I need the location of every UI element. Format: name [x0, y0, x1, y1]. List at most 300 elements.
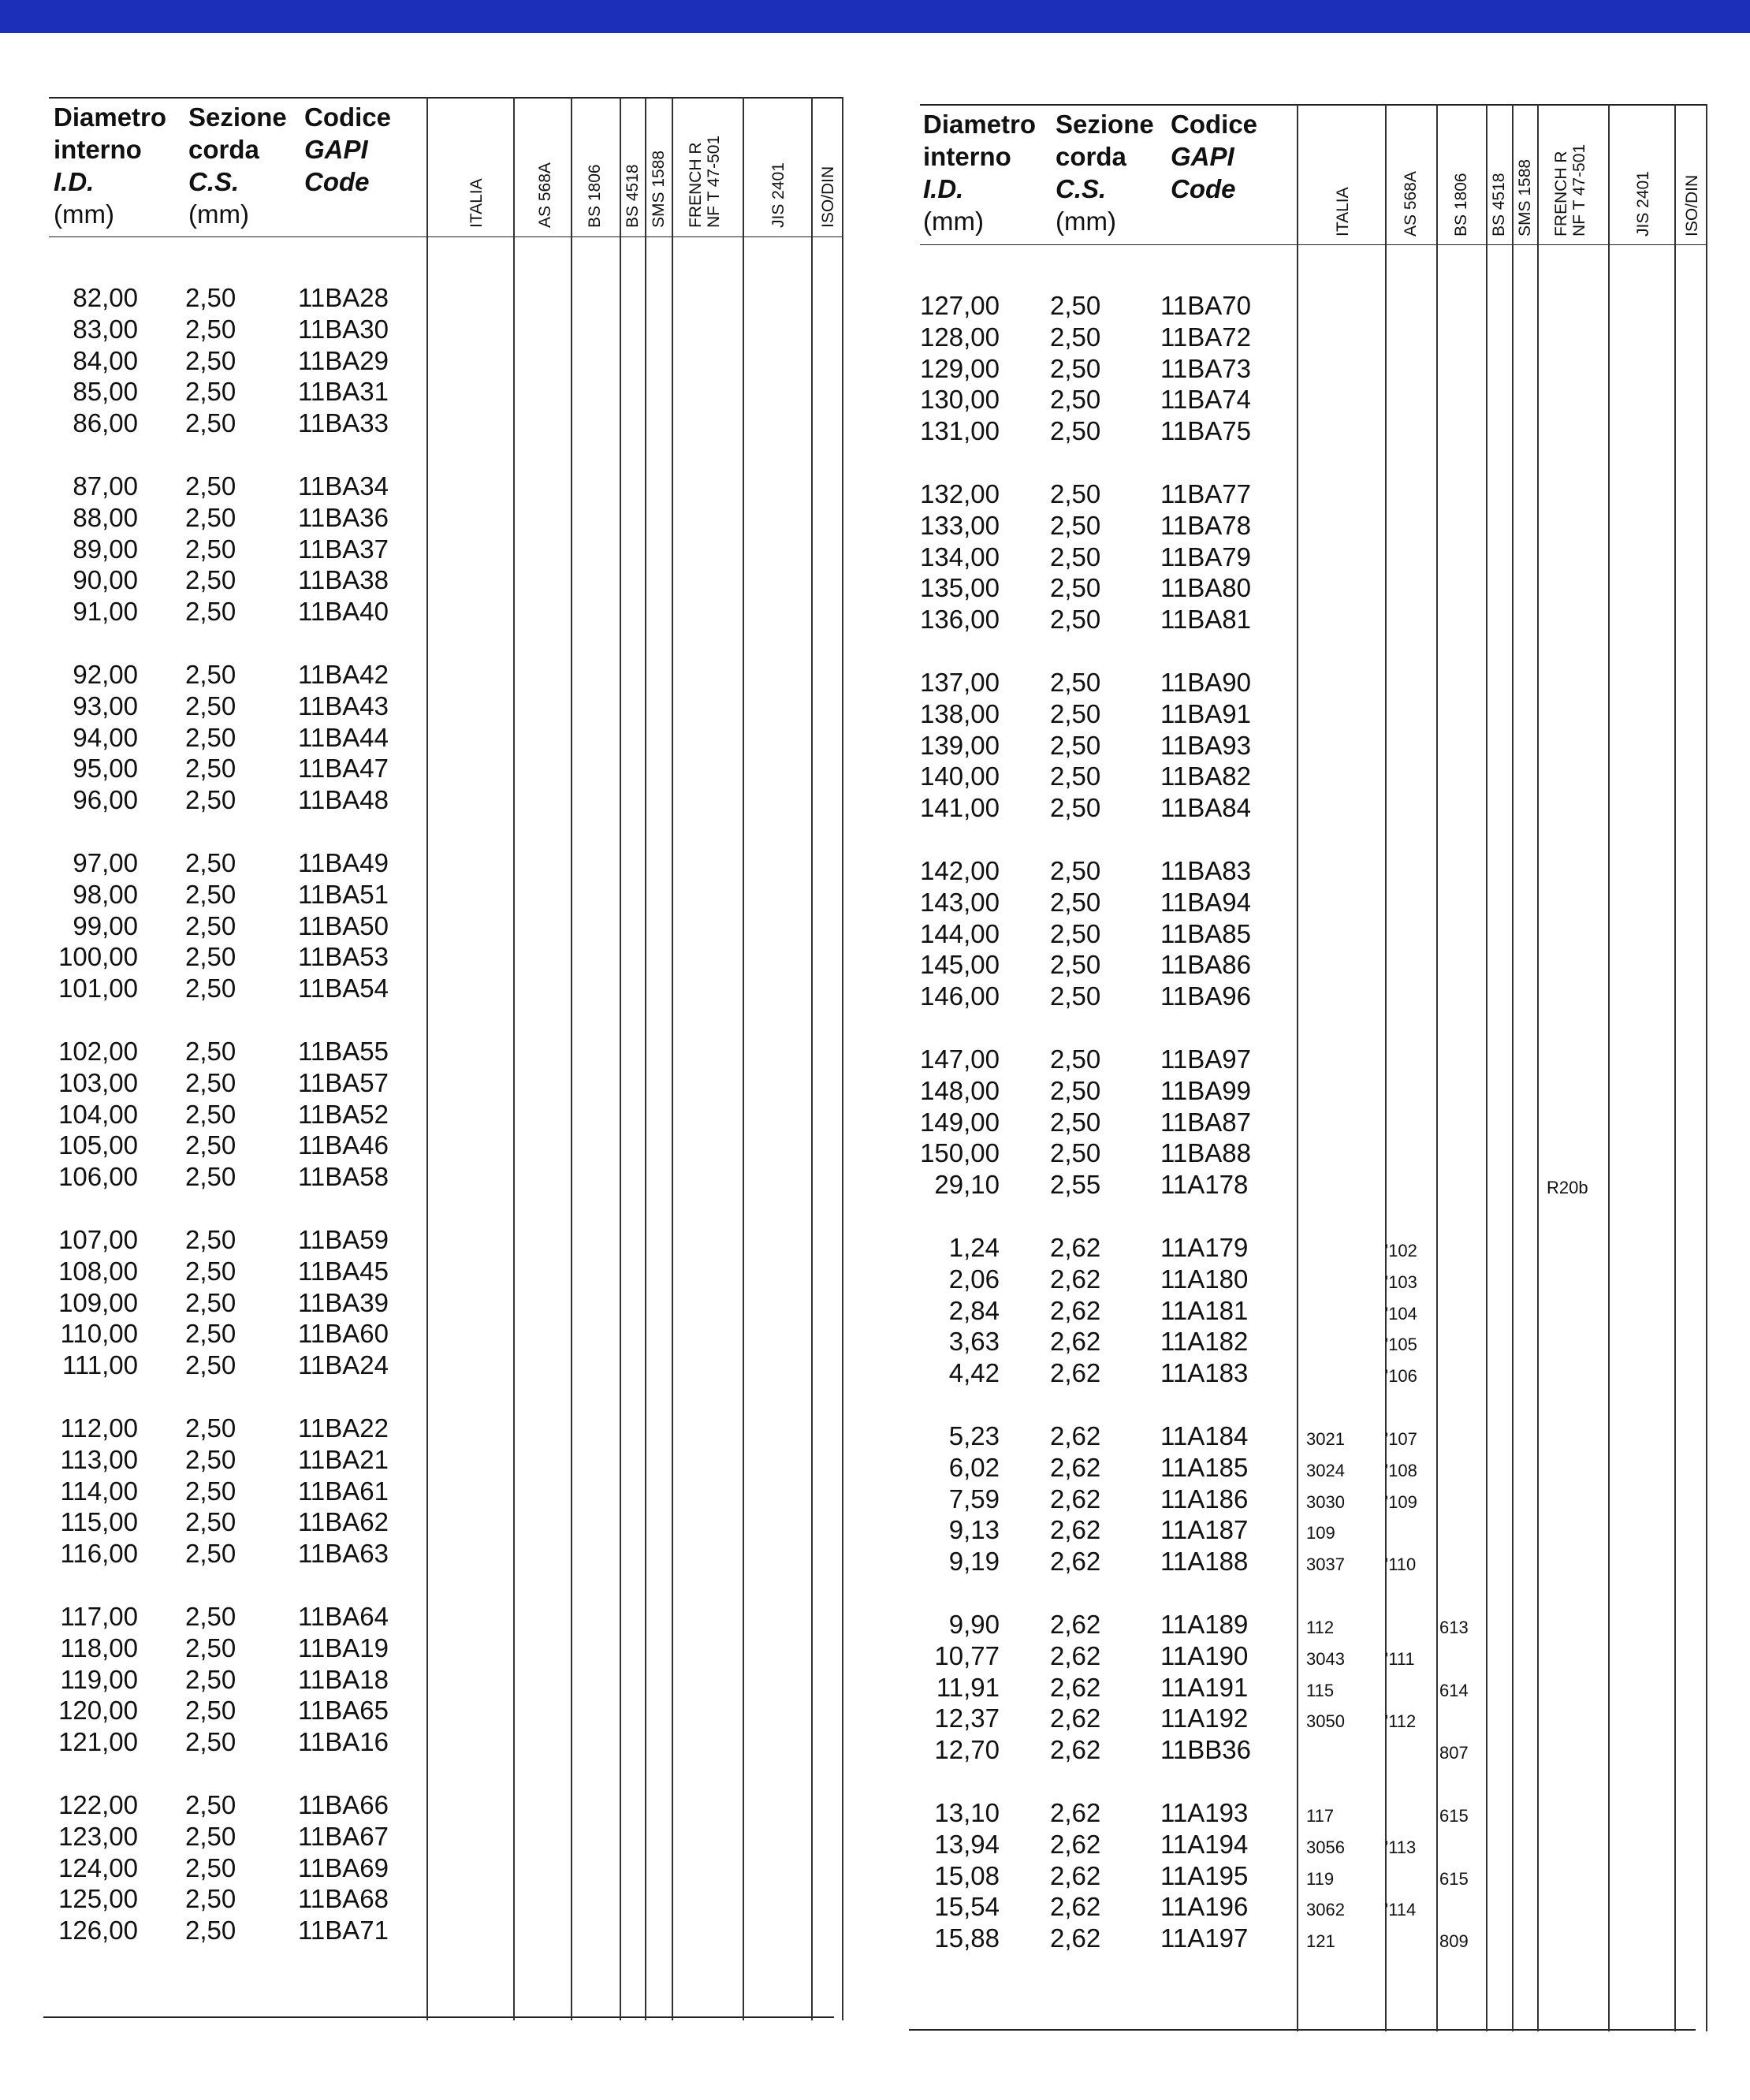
gapi-code-cell: 11BA82 — [1160, 761, 1251, 791]
cross-section-cell: 2,50 — [185, 597, 236, 627]
gapi-code-cell: 11A182 — [1160, 1327, 1249, 1357]
as568a-cell: '106 — [1385, 1366, 1417, 1387]
table-row — [0, 415, 1750, 447]
cross-section-cell: 2,62 — [1050, 1860, 1101, 1890]
inner-diameter-cell: 90,00 — [73, 565, 138, 595]
inner-diameter-cell: 133,00 — [920, 510, 1000, 540]
header-diametro: Diametro interno I.D. (mm) — [54, 102, 167, 229]
inner-diameter-cell: 142,00 — [920, 856, 1000, 885]
cross-section-cell: 2,50 — [1050, 573, 1101, 603]
gapi-code-cell: 11BA53 — [298, 942, 389, 972]
gapi-code-cell: 11BA50 — [298, 910, 389, 940]
cross-section-cell: 2,50 — [185, 1727, 236, 1757]
cross-section-cell: 2,50 — [185, 502, 236, 532]
gapi-code-cell: 11BA61 — [298, 1476, 389, 1506]
table-row — [0, 1264, 1750, 1295]
gapi-code-cell: 11BA31 — [298, 377, 389, 407]
inner-diameter-cell: 104,00 — [58, 1099, 138, 1129]
inner-diameter-cell: 126,00 — [58, 1916, 138, 1945]
table-row — [0, 510, 1750, 542]
inner-diameter-cell: 141,00 — [920, 793, 1000, 823]
gapi-code-cell: 11A197 — [1160, 1923, 1249, 1953]
inner-diameter-cell: 10,77 — [934, 1640, 1000, 1670]
inner-diameter-cell: 94,00 — [73, 722, 138, 752]
gapi-code-cell: 11BA38 — [298, 565, 389, 595]
french-r-cell: R20b — [1547, 1178, 1588, 1198]
cross-section-cell: 2,50 — [185, 1413, 236, 1443]
italia-cell: 121 — [1306, 1931, 1335, 1952]
inner-diameter-cell: 83,00 — [73, 314, 138, 344]
inner-diameter-cell: 15,08 — [934, 1860, 1000, 1890]
header-bs1806: BS 1806 — [586, 164, 604, 228]
as568a-cell: '103 — [1385, 1272, 1417, 1292]
cross-section-cell: 2,50 — [185, 1162, 236, 1192]
gapi-code-cell: 11BA96 — [1160, 981, 1251, 1011]
cross-section-cell: 2,50 — [185, 974, 236, 1003]
gapi-code-cell: 11BA30 — [298, 314, 389, 344]
inner-diameter-cell: 3,63 — [948, 1327, 1000, 1357]
cross-section-cell: 2,62 — [1050, 1452, 1101, 1482]
gapi-code-cell: 11BA84 — [1160, 793, 1251, 823]
gapi-code-cell: 11BA49 — [298, 848, 389, 877]
gapi-code-cell: 11BA85 — [1160, 918, 1251, 948]
gapi-code-cell: 11A184 — [1160, 1421, 1249, 1450]
gapi-code-cell: 11A181 — [1160, 1295, 1249, 1325]
table-row — [0, 1169, 1750, 1201]
cross-section-cell: 2,50 — [185, 942, 236, 972]
italia-cell: 3024 — [1306, 1460, 1345, 1480]
table-row — [0, 384, 1750, 415]
inner-diameter-cell: 15,88 — [934, 1923, 1000, 1953]
header-french-r: FRENCH R — [1552, 151, 1570, 236]
table-row — [0, 1860, 1750, 1892]
header-codice: Codice GAPI Code — [304, 102, 392, 196]
gapi-code-cell: 11BA48 — [298, 785, 389, 815]
inner-diameter-cell: 1,24 — [948, 1233, 1000, 1262]
inner-diameter-cell: 147,00 — [920, 1044, 1000, 1074]
header-bs4518: BS 4518 — [1490, 173, 1508, 236]
table-row — [0, 1420, 1750, 1452]
cross-section-cell: 2,50 — [1050, 479, 1101, 508]
inner-diameter-cell: 148,00 — [920, 1075, 1000, 1105]
inner-diameter-cell: 82,00 — [73, 283, 138, 312]
cross-section-cell: 2,50 — [185, 1916, 236, 1945]
table-row — [0, 1357, 1750, 1389]
cross-section-cell: 2,50 — [185, 1539, 236, 1569]
inner-diameter-cell: 13,10 — [934, 1798, 1000, 1827]
table-row — [0, 542, 1750, 573]
cross-section-cell: 2,62 — [1050, 1327, 1101, 1357]
cross-section-cell: 2,50 — [185, 1130, 236, 1160]
table-top-rule — [920, 104, 1706, 106]
inner-diameter-cell: 9,90 — [948, 1610, 1000, 1639]
gapi-code-cell: 11BA65 — [298, 1696, 389, 1726]
header-sms1588: SMS 1588 — [650, 150, 668, 228]
cross-section-cell: 2,50 — [185, 1476, 236, 1506]
as568a-cell: '107 — [1385, 1429, 1417, 1449]
cross-section-cell: 2,62 — [1050, 1640, 1101, 1670]
inner-diameter-cell: 106,00 — [58, 1162, 138, 1192]
gapi-code-cell: 11BA19 — [298, 1633, 389, 1662]
cross-section-cell: 2,62 — [1050, 1703, 1101, 1733]
cross-section-cell: 2,50 — [1050, 510, 1101, 540]
cross-section-cell: 2,50 — [185, 722, 236, 752]
inner-diameter-cell: 89,00 — [73, 534, 138, 564]
gapi-code-cell: 11BA83 — [1160, 856, 1251, 885]
inner-diameter-cell: 100,00 — [58, 942, 138, 972]
gapi-code-cell: 11BA67 — [298, 1821, 389, 1851]
gapi-code-cell: 11BA21 — [298, 1444, 389, 1474]
inner-diameter-cell: 121,00 — [58, 1727, 138, 1757]
inner-diameter-cell: 140,00 — [920, 761, 1000, 791]
cross-section-cell: 2,50 — [1050, 1138, 1101, 1168]
cross-section-cell: 2,50 — [185, 471, 236, 501]
inner-diameter-cell: 134,00 — [920, 542, 1000, 572]
cross-section-cell: 2,50 — [1050, 416, 1101, 446]
inner-diameter-cell: 98,00 — [73, 879, 138, 909]
gapi-code-cell: 11BA64 — [298, 1602, 389, 1631]
gapi-code-cell: 11BA33 — [298, 408, 389, 438]
cross-section-cell: 2,50 — [185, 314, 236, 344]
header-bottom-rule — [920, 244, 1706, 245]
header-nf-t47501: NF T 47-501 — [705, 135, 723, 228]
inner-diameter-cell: 91,00 — [73, 597, 138, 627]
italia-cell: 3037 — [1306, 1555, 1345, 1575]
italia-cell: 3030 — [1306, 1491, 1345, 1512]
gapi-code-cell: 11BA80 — [1160, 573, 1251, 603]
cross-section-cell: 2,50 — [1050, 291, 1101, 320]
gapi-code-cell: 11BA94 — [1160, 887, 1251, 917]
cross-section-cell: 2,62 — [1050, 1484, 1101, 1514]
header-as568a: AS 568A — [536, 162, 554, 228]
cross-section-cell: 2,62 — [1050, 1358, 1101, 1388]
as568a-cell: '112 — [1385, 1711, 1417, 1732]
cross-section-cell: 2,50 — [185, 1633, 236, 1662]
table-row — [0, 1075, 1750, 1107]
cross-section-cell: 2,62 — [1050, 1798, 1101, 1827]
gapi-code-cell: 11BA79 — [1160, 542, 1251, 572]
as568a-cell: '102 — [1385, 1241, 1417, 1260]
gapi-code-cell: 11BA93 — [1160, 730, 1251, 760]
italia-cell: 112 — [1306, 1618, 1335, 1637]
inner-diameter-cell: 146,00 — [920, 981, 1000, 1011]
gapi-code-cell: 11BA74 — [1160, 385, 1251, 415]
inner-diameter-cell: 107,00 — [58, 1225, 138, 1254]
cross-section-cell: 2,50 — [1050, 698, 1101, 728]
inner-diameter-cell: 138,00 — [920, 698, 1000, 728]
gapi-code-cell: 11BA77 — [1160, 479, 1251, 508]
inner-diameter-cell: 123,00 — [58, 1821, 138, 1851]
inner-diameter-cell: 88,00 — [73, 502, 138, 532]
header-sezione: Sezione corda C.S. (mm) — [188, 102, 287, 229]
cross-section-cell: 2,62 — [1050, 1610, 1101, 1639]
cross-section-cell: 2,50 — [1050, 1107, 1101, 1137]
gapi-code-cell: 11A192 — [1160, 1703, 1249, 1733]
cross-section-cell: 2,50 — [1050, 918, 1101, 948]
gapi-code-cell: 11BA57 — [298, 1067, 389, 1097]
inner-diameter-cell: 15,54 — [934, 1892, 1000, 1922]
gapi-code-cell: 11BA71 — [298, 1916, 389, 1945]
gapi-code-cell: 11BA43 — [298, 691, 389, 720]
inner-diameter-cell: 131,00 — [920, 416, 1000, 446]
inner-diameter-cell: 13,94 — [934, 1829, 1000, 1859]
cross-section-cell: 2,62 — [1050, 1672, 1101, 1702]
cross-section-cell: 2,55 — [1050, 1170, 1101, 1200]
table-row — [0, 1232, 1750, 1264]
table-row — [0, 572, 1750, 604]
bs1806-cell: 614 — [1439, 1680, 1469, 1700]
inner-diameter-cell: 124,00 — [58, 1852, 138, 1882]
inner-diameter-cell: 139,00 — [920, 730, 1000, 760]
cross-section-cell: 2,50 — [185, 1037, 236, 1066]
gapi-code-cell: 11A179 — [1160, 1233, 1249, 1262]
cross-section-cell: 2,50 — [185, 785, 236, 815]
table-row — [0, 1891, 1750, 1923]
inner-diameter-cell: 129,00 — [920, 353, 1000, 383]
inner-diameter-cell: 84,00 — [73, 345, 138, 375]
cross-section-cell: 2,50 — [185, 1507, 236, 1537]
gapi-code-cell: 11BA97 — [1160, 1044, 1251, 1074]
inner-diameter-cell: 11,91 — [936, 1672, 1000, 1702]
table-row — [0, 1546, 1750, 1577]
italia-cell: 3050 — [1306, 1711, 1345, 1732]
bs1806-cell: 615 — [1439, 1806, 1469, 1826]
italia-cell: 109 — [1306, 1523, 1335, 1543]
header-iso-din: ISO/DIN — [1683, 174, 1701, 236]
inner-diameter-cell: 109,00 — [58, 1287, 138, 1317]
gapi-code-cell: 11BA81 — [1160, 605, 1251, 635]
cross-section-cell: 2,50 — [1050, 353, 1101, 383]
cross-section-cell: 2,62 — [1050, 1735, 1101, 1765]
inner-diameter-cell: 87,00 — [73, 471, 138, 501]
inner-diameter-cell: 113,00 — [60, 1444, 138, 1474]
table-row — [0, 887, 1750, 918]
cross-section-cell: 2,62 — [1050, 1829, 1101, 1859]
cross-section-cell: 2,50 — [1050, 1075, 1101, 1105]
cross-section-cell: 2,50 — [1050, 730, 1101, 760]
table-row — [0, 1609, 1750, 1640]
gapi-code-cell: 11BA16 — [298, 1727, 389, 1757]
gapi-code-cell: 11A188 — [1160, 1547, 1249, 1577]
table-row — [0, 353, 1750, 385]
cross-section-cell: 2,50 — [1050, 887, 1101, 917]
cross-section-cell: 2,50 — [185, 1790, 236, 1819]
table-row — [0, 1703, 1750, 1734]
inner-diameter-cell: 12,37 — [934, 1703, 1000, 1733]
header-italia: ITALIA — [467, 178, 486, 228]
as568a-cell: '108 — [1385, 1460, 1417, 1480]
table-row — [0, 1734, 1750, 1766]
header-as568a: AS 568A — [1402, 171, 1420, 236]
as568a-cell: '113 — [1385, 1837, 1417, 1857]
inner-diameter-cell: 103,00 — [58, 1067, 138, 1097]
italia-cell: 3062 — [1306, 1900, 1345, 1920]
cross-section-cell: 2,50 — [185, 1696, 236, 1726]
inner-diameter-cell: 108,00 — [58, 1256, 138, 1286]
table-row — [0, 918, 1750, 950]
italia-cell: 3043 — [1306, 1648, 1345, 1669]
cross-section-cell: 2,50 — [185, 283, 236, 312]
gapi-code-cell: 11A189 — [1160, 1610, 1249, 1639]
cross-section-cell: 2,50 — [185, 1821, 236, 1851]
as568a-cell: '105 — [1385, 1335, 1417, 1355]
cross-section-cell: 2,50 — [185, 848, 236, 877]
gapi-code-cell: 11BA52 — [298, 1099, 389, 1129]
table-row — [0, 1672, 1750, 1703]
inner-diameter-cell: 4,42 — [948, 1358, 1000, 1388]
gapi-code-cell: 11BA51 — [298, 879, 389, 909]
as568a-cell: '104 — [1385, 1303, 1417, 1324]
table-bottom-rule — [909, 2029, 1696, 2031]
cross-section-cell: 2,50 — [185, 1256, 236, 1286]
cross-section-cell: 2,50 — [185, 910, 236, 940]
bs1806-cell: 807 — [1439, 1743, 1469, 1763]
table-row — [0, 1923, 1750, 1954]
table-row — [0, 1326, 1750, 1357]
gapi-code-cell: 11BA39 — [298, 1287, 389, 1317]
table-row — [0, 322, 1750, 353]
cross-section-cell: 2,50 — [185, 879, 236, 909]
inner-diameter-cell: 122,00 — [58, 1790, 138, 1819]
table-row — [0, 478, 1750, 510]
inner-diameter-cell: 105,00 — [58, 1130, 138, 1160]
gapi-code-cell: 11BA87 — [1160, 1107, 1251, 1137]
table-row — [0, 1829, 1750, 1860]
inner-diameter-cell: 117,00 — [60, 1602, 138, 1631]
gapi-code-cell: 11BA42 — [298, 660, 389, 689]
header-nf-t47501: NF T 47-501 — [1570, 143, 1588, 236]
inner-diameter-cell: 132,00 — [920, 479, 1000, 508]
cross-section-cell: 2,50 — [1050, 322, 1101, 352]
cross-section-cell: 2,62 — [1050, 1421, 1101, 1450]
cross-section-cell: 2,50 — [185, 691, 236, 720]
gapi-code-cell: 11BA37 — [298, 534, 389, 564]
gapi-code-cell: 11BA29 — [298, 345, 389, 375]
header-sms1588: SMS 1588 — [1516, 158, 1534, 236]
gapi-code-cell: 11BA22 — [298, 1413, 389, 1443]
gapi-code-cell: 11BA54 — [298, 974, 389, 1003]
gapi-code-cell: 11BA72 — [1160, 322, 1251, 352]
gapi-code-cell: 11BA91 — [1160, 698, 1251, 728]
gapi-code-cell: 11A180 — [1160, 1264, 1249, 1294]
inner-diameter-cell: 137,00 — [920, 668, 1000, 697]
italia-cell: 119 — [1306, 1868, 1335, 1889]
cross-section-cell: 2,62 — [1050, 1515, 1101, 1545]
table-row — [0, 1044, 1750, 1075]
header-italia: ITALIA — [1334, 187, 1352, 236]
inner-diameter-cell: 102,00 — [58, 1037, 138, 1066]
header-iso-din: ISO/DIN — [819, 166, 837, 228]
gapi-code-cell: 11BA66 — [298, 1790, 389, 1819]
gapi-code-cell: 11BA55 — [298, 1037, 389, 1066]
inner-diameter-cell: 125,00 — [58, 1884, 138, 1914]
inner-diameter-cell: 118,00 — [60, 1633, 138, 1662]
inner-diameter-cell: 97,00 — [73, 848, 138, 877]
gapi-code-cell: 11BA90 — [1160, 668, 1251, 697]
cross-section-cell: 2,62 — [1050, 1892, 1101, 1922]
table-row — [0, 667, 1750, 698]
inner-diameter-cell: 136,00 — [920, 605, 1000, 635]
gapi-code-cell: 11A183 — [1160, 1358, 1249, 1388]
header-bs4518: BS 4518 — [624, 164, 642, 228]
table-row — [0, 730, 1750, 761]
gapi-code-cell: 11BB36 — [1160, 1735, 1251, 1765]
inner-diameter-cell: 145,00 — [920, 950, 1000, 980]
cross-section-cell: 2,50 — [1050, 1044, 1101, 1074]
cross-section-cell: 2,50 — [1050, 761, 1101, 791]
inner-diameter-cell: 110,00 — [60, 1319, 138, 1349]
cross-section-cell: 2,50 — [185, 1664, 236, 1694]
as568a-cell: '109 — [1385, 1491, 1417, 1512]
italia-cell: 115 — [1306, 1680, 1335, 1700]
inner-diameter-cell: 9,19 — [948, 1547, 1000, 1577]
gapi-code-cell: 11BA45 — [298, 1256, 389, 1286]
gapi-code-cell: 11BA46 — [298, 1130, 389, 1160]
gapi-code-cell: 11BA75 — [1160, 416, 1251, 446]
gapi-code-cell: 11A178 — [1160, 1170, 1249, 1200]
inner-diameter-cell: 7,59 — [948, 1484, 1000, 1514]
cross-section-cell: 2,50 — [1050, 605, 1101, 635]
as568a-cell: '111 — [1385, 1648, 1415, 1669]
cross-section-cell: 2,50 — [185, 660, 236, 689]
gapi-code-cell: 11BA86 — [1160, 950, 1251, 980]
inner-diameter-cell: 149,00 — [920, 1107, 1000, 1137]
header-jis2401: JIS 2401 — [1634, 171, 1652, 236]
cross-section-cell: 2,62 — [1050, 1923, 1101, 1953]
cross-section-cell: 2,50 — [1050, 793, 1101, 823]
inner-diameter-cell: 86,00 — [73, 408, 138, 438]
cross-section-cell: 2,50 — [185, 1099, 236, 1129]
cross-section-cell: 2,50 — [185, 1852, 236, 1882]
gapi-code-cell: 11BA59 — [298, 1225, 389, 1254]
inner-diameter-cell: 96,00 — [73, 785, 138, 815]
italia-cell: 3021 — [1306, 1429, 1345, 1449]
as568a-cell: '114 — [1385, 1900, 1417, 1920]
header-codice: Codice GAPI Code — [1171, 110, 1258, 203]
gapi-code-cell: 11BA47 — [298, 754, 389, 784]
gapi-code-cell: 11BA60 — [298, 1319, 389, 1349]
bs1806-cell: 615 — [1439, 1868, 1469, 1889]
gapi-code-cell: 11BA99 — [1160, 1075, 1251, 1105]
table-row — [0, 1452, 1750, 1484]
inner-diameter-cell: 9,13 — [948, 1515, 1000, 1545]
table-row — [0, 1514, 1750, 1546]
gapi-code-cell: 11BA62 — [298, 1507, 389, 1537]
table-row — [0, 949, 1750, 981]
inner-diameter-cell: 144,00 — [920, 918, 1000, 948]
cross-section-cell: 2,50 — [185, 1067, 236, 1097]
cross-section-cell: 2,62 — [1050, 1233, 1101, 1262]
gapi-code-cell: 11BA40 — [298, 597, 389, 627]
inner-diameter-cell: 116,00 — [60, 1539, 138, 1569]
table-row — [0, 1107, 1750, 1138]
italia-cell: 117 — [1306, 1806, 1335, 1826]
cross-section-cell: 2,62 — [1050, 1295, 1101, 1325]
table-row — [0, 981, 1750, 1012]
cross-section-cell: 2,62 — [1050, 1264, 1101, 1294]
cross-section-cell: 2,50 — [185, 408, 236, 438]
inner-diameter-cell: 112,00 — [60, 1413, 138, 1443]
cross-section-cell: 2,50 — [1050, 856, 1101, 885]
table-row — [0, 604, 1750, 635]
cross-section-cell: 2,50 — [1050, 668, 1101, 697]
cross-section-cell: 2,50 — [185, 754, 236, 784]
gapi-code-cell: 11BA78 — [1160, 510, 1251, 540]
cross-section-cell: 2,50 — [1050, 542, 1101, 572]
inner-diameter-cell: 5,23 — [948, 1421, 1000, 1450]
table-row — [0, 698, 1750, 730]
bs1806-cell: 809 — [1439, 1931, 1469, 1952]
